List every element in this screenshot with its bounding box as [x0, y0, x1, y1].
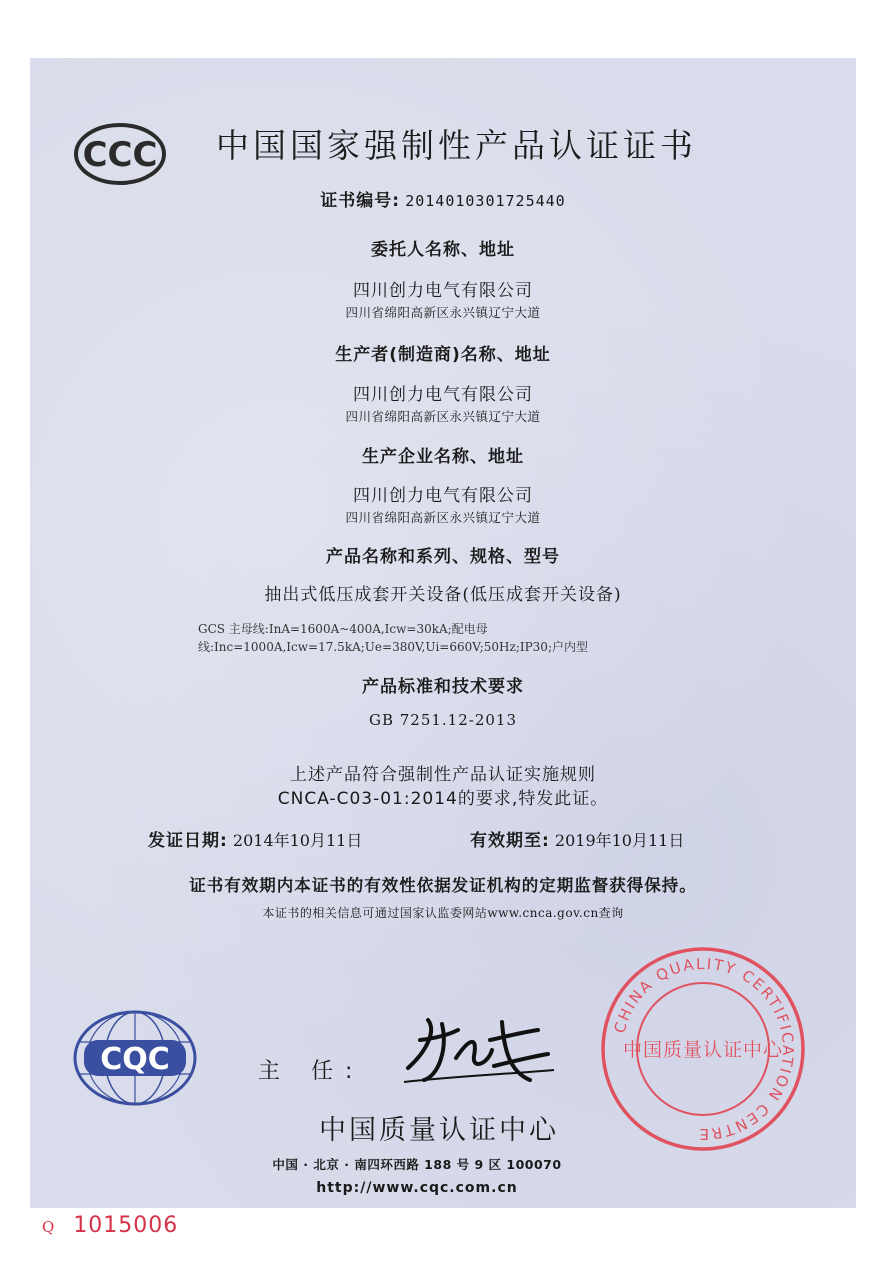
- conformity-line1: 上述产品符合强制性产品认证实施规则: [290, 765, 596, 785]
- serial-prefix: Q: [42, 1218, 56, 1236]
- issue-date-value: 2014年10月11日: [232, 831, 363, 850]
- issue-date-label: 发证日期:: [148, 831, 228, 851]
- applicant-heading: 委托人名称、地址: [371, 240, 515, 260]
- expiry-date-value: 2019年10月11日: [554, 831, 685, 850]
- product-spec-line1: GCS 主母线:InA=1600A~400A,Icw=30kA;配电母: [198, 622, 488, 636]
- product-heading: 产品名称和系列、规格、型号: [326, 547, 560, 567]
- svg-text:CHINA QUALITY CERTIFICATION CE: CHINA QUALITY CERTIFICATION CENTRE: [610, 954, 798, 1144]
- query-note: 本证书的相关信息可通过国家认监委网站www.cnca.gov.cn查询: [262, 906, 624, 920]
- factory-heading: 生产企业名称、地址: [362, 447, 524, 467]
- serial-value: 1015006: [73, 1213, 179, 1238]
- director-signature: [398, 1010, 558, 1092]
- director-label: 主 任:: [258, 1059, 365, 1084]
- serial-number: [42, 1213, 178, 1238]
- manufacturer-address: 四川省绵阳高新区永兴镇辽宁大道: [345, 409, 541, 424]
- expiry-date-row: [470, 826, 684, 851]
- factory-address: 四川省绵阳高新区永兴镇辽宁大道: [345, 510, 541, 525]
- cert-number-label: 证书编号:: [320, 191, 401, 211]
- applicant-address: 四川省绵阳高新区永兴镇辽宁大道: [345, 305, 541, 320]
- svg-text:中国质量认证中心: 中国质量认证中心: [622, 1039, 784, 1061]
- svg-text:CCC: CCC: [82, 135, 158, 175]
- validity-note: 证书有效期内本证书的有效性依据发证机构的定期监督获得保持。: [189, 876, 697, 895]
- certificate-title: 中国国家强制性产品认证证书: [216, 126, 697, 165]
- expiry-date-label: 有效期至:: [470, 831, 550, 851]
- manufacturer-name: 四川创力电气有限公司: [353, 385, 533, 405]
- issue-date-row: [148, 826, 362, 851]
- applicant-name: 四川创力电气有限公司: [353, 281, 533, 301]
- cert-number-value: 2014010301725440: [405, 192, 566, 210]
- standard-heading: 产品标准和技术要求: [362, 677, 524, 697]
- ccc-logo: [74, 123, 166, 185]
- issuer-address: 中国 · 北京 · 南四环西路 188 号 9 区 100070: [272, 1157, 562, 1172]
- conformity-line2: CNCA-C03-01:2014的要求,特发此证。: [277, 789, 609, 809]
- issuer-url: http://www.cqc.com.cn: [316, 1180, 518, 1196]
- standard-value: GB 7251.12-2013: [368, 711, 518, 729]
- factory-name: 四川创力电气有限公司: [353, 486, 533, 506]
- certification-seal: [600, 946, 806, 1152]
- issuer-name: 中国质量认证中心: [319, 1115, 559, 1146]
- product-spec-line2: 线:Inc=1000A,Icw=17.5kA;Ue=380V,Ui=660V;50Hz;IP30;户内型: [198, 640, 588, 654]
- cert-number-row: [30, 186, 856, 211]
- svg-text:CQC: CQC: [100, 1042, 170, 1077]
- cqc-logo: [70, 1008, 200, 1108]
- manufacturer-heading: 生产者(制造商)名称、地址: [335, 345, 551, 365]
- certificate-paper: [30, 58, 856, 1208]
- product-name: 抽出式低压成套开关设备(低压成套开关设备): [264, 585, 622, 605]
